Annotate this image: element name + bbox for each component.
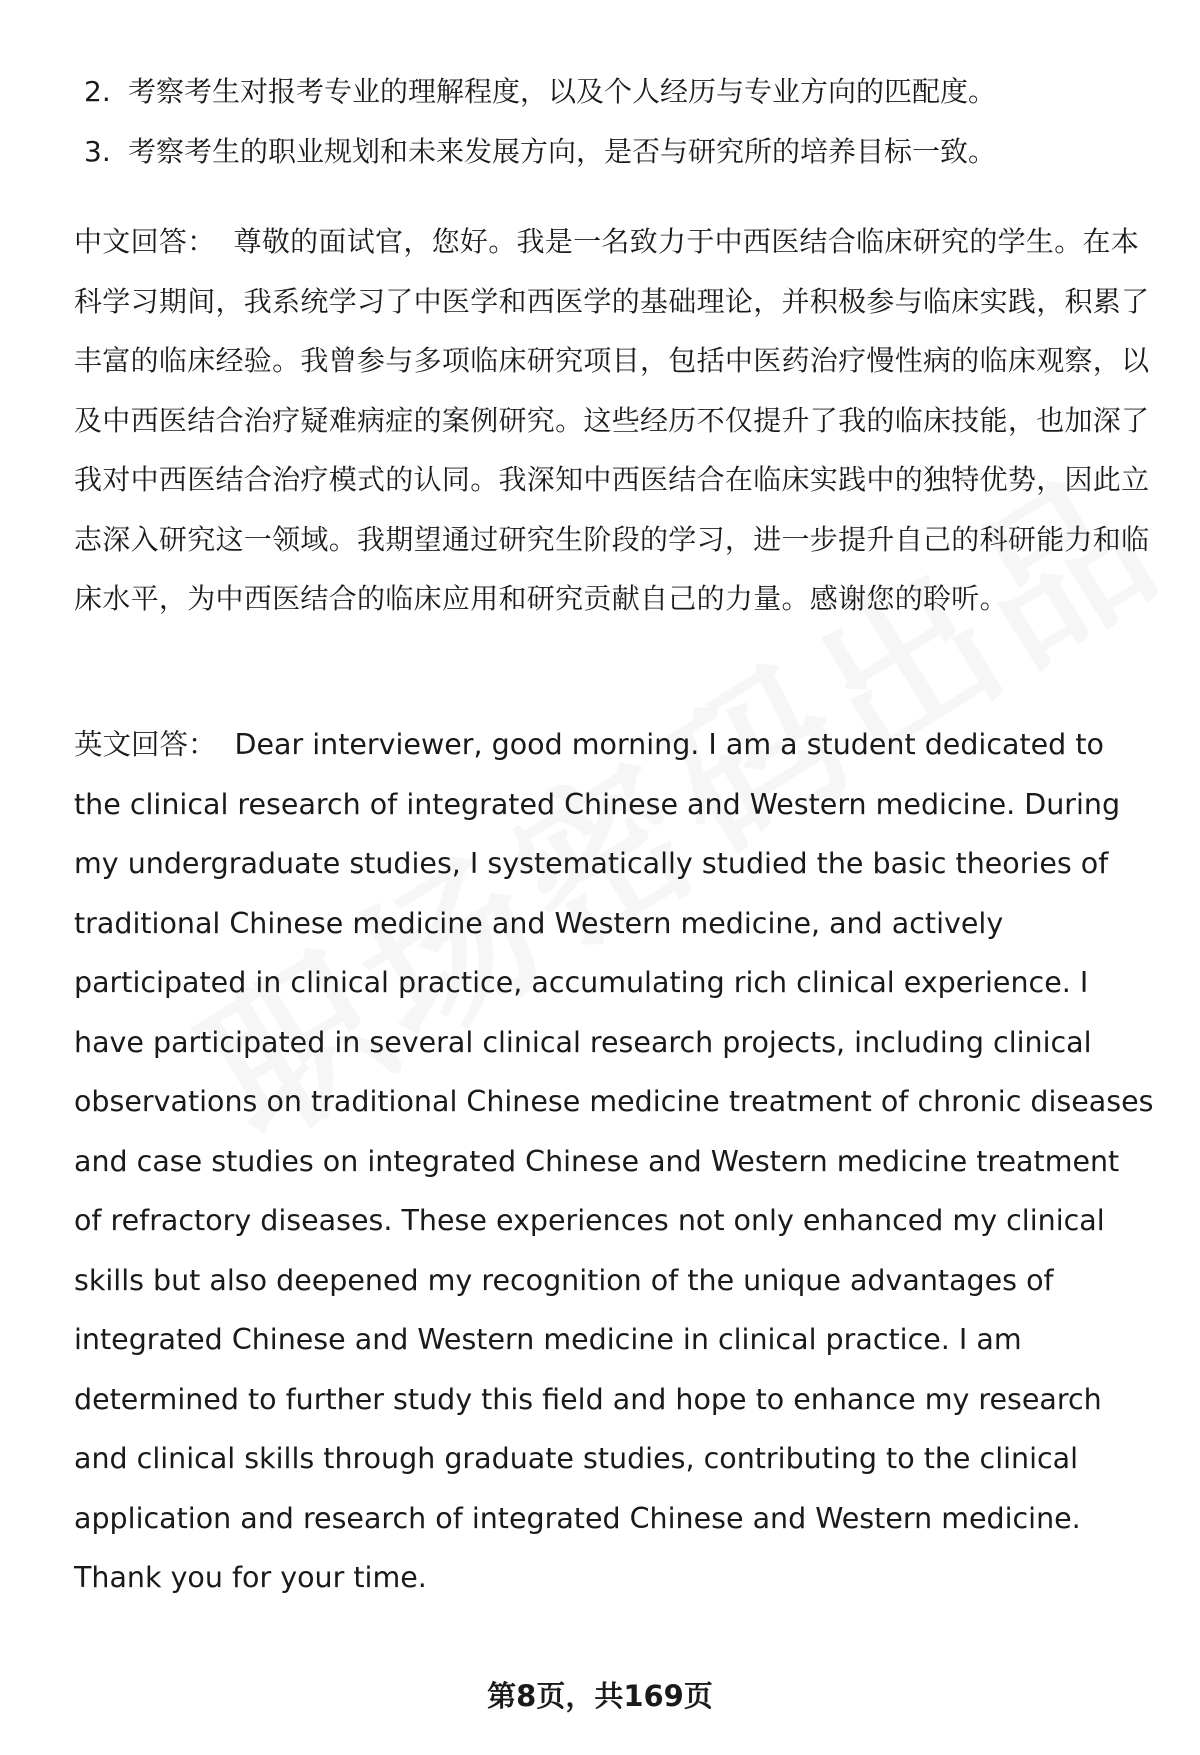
chinese-answer-text: 尊敬的面试官，您好。我是一名致力于中西医结合临床研究的学生。在本科学习期间，我系统学习了中医学和西医学的基础理论，并积极参与临床实践，积累了丰富的临床经验。我曾参与多项临床研究项目，包括中医药治疗慢性病的临床观察，以及中西医结合治疗疑难病症的案例研究。这些经历不仅提升了我的临床技能，也加深了我对中西医结合治疗模式的认同。我深知中西医结合在临床实践中的独特优势，因此立志深入研究这一领域。我期望通过研究生阶段的学习，进一步提升自己的科研能力和临床水平，为中西医结合的临床应用和研究贡献自己的力量。感谢您的聆听。 <box>74 225 1150 615</box>
criteria-list <box>84 62 1144 182</box>
list-item-text: 考察考生的职业规划和未来发展方向，是否与研究所的培养目标一致。 <box>128 135 997 168</box>
english-answer-label: 英文回答： <box>74 728 217 761</box>
list-item-number: 2. <box>84 75 111 108</box>
list-item-text: 考察考生对报考专业的理解程度，以及个人经历与专业方向的匹配度。 <box>128 75 997 108</box>
chinese-answer <box>74 212 1154 629</box>
page-number: 第8页，共169页 <box>487 1679 713 1713</box>
list-item <box>84 62 1144 122</box>
chinese-answer-label: 中文回答： <box>74 225 216 258</box>
list-item-number: 3. <box>84 135 111 168</box>
english-answer-text: Dear interviewer, good morning. I am a student dedicated to the clinical research of integrated Chinese and Western medicine. During my undergraduate studies, I systematically studied the basic theories of traditional Chinese medicine and Western medicine, and actively participated in clinical practice, accumulating rich clinical experience. I have participated in several clinical research projects, including clinical observations on traditional Chinese medicine treatment of chronic diseases and case studies on integrated Chinese and Western medicine treatment of refractory diseases. These experiences not only enhanced my clinical skills but also deepened my recognition of the unique advantages of integrated Chinese and Western medicine in clinical practice. I am determined to further study this field and hope to enhance my research and clinical skills through graduate studies, contributing to the clinical application and research of integrated Chinese and Western medicine. Thank you for your time. <box>74 728 1154 1594</box>
list-item <box>84 122 1144 182</box>
english-answer <box>74 715 1154 1608</box>
